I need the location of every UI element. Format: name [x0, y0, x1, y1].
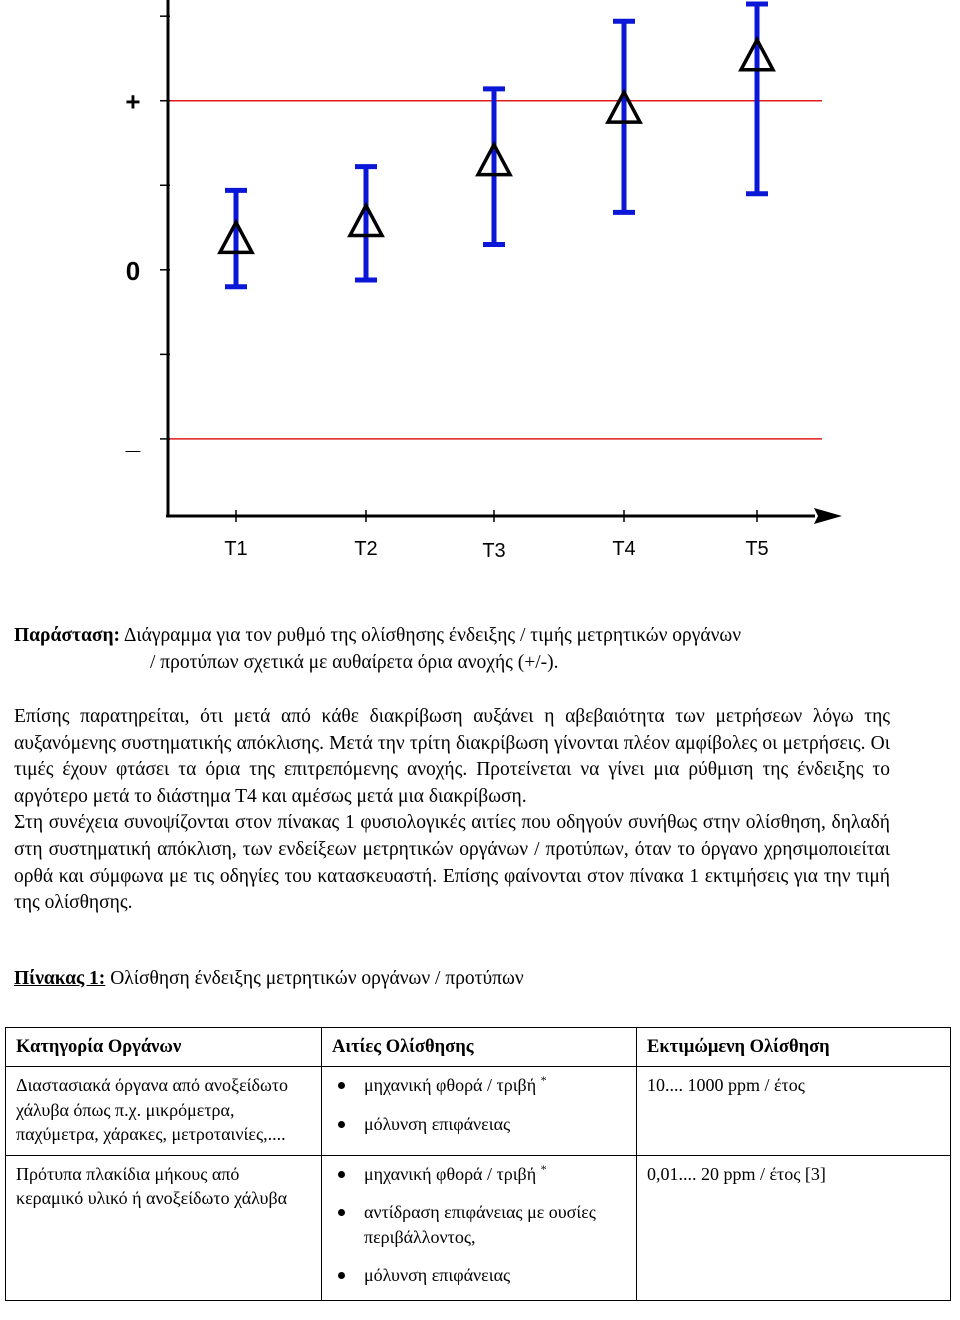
body-text: [14, 704, 890, 917]
header-drift: Εκτιμώμενη Ολίσθηση: [637, 1028, 951, 1067]
table-row: [6, 1067, 951, 1156]
chart-axes: [160, 0, 842, 524]
list-item: [332, 1162, 626, 1187]
cell-drift: 10.... 1000 ppm / έτος: [637, 1067, 951, 1156]
cause-text: αντίδραση επιφάνειας με ουσίες περιβάλλοντος,: [364, 1202, 596, 1247]
caption-label: Παράσταση:: [14, 625, 121, 646]
y-tick-label: 0: [125, 255, 141, 286]
footnote-mark: *: [540, 1073, 547, 1087]
axis-labels: [125, 87, 769, 562]
table-header-row: [6, 1028, 951, 1067]
paragraph-2: Στη συνέχεια συνοψίζονται στον πίνακας 1 φυσιολογικές αιτίες που οδηγούν συνήθως στην ολίσθηση, δηλαδή στη συστηματική απόκλιση, των ενδείξεων μετρητικών οργάνων / προτύπων, όταν το όργανο χρησιμοποιείται ορθά και σύμφωνα με τις οδηγίες του κατασκευαστή. Επίσης φαίνονται στον πίνακα 1 εκτιμήσεις για την τιμή της ολίσθησης.: [14, 812, 890, 914]
cause-text: μόλυνση επιφάνειας: [364, 1113, 511, 1134]
cell-drift: 0,01.... 20 ppm / έτος [3]: [637, 1155, 951, 1300]
causes-list: [332, 1162, 626, 1288]
list-item: [332, 1073, 626, 1098]
x-tick-label: T3: [482, 540, 506, 562]
data-point-T1: [220, 190, 252, 286]
table-title-label: Πίνακας 1:: [14, 968, 106, 989]
footnote-mark: *: [540, 1161, 547, 1176]
cause-text: μόλυνση επιφάνειας: [364, 1265, 511, 1285]
data-point-T3: [478, 89, 510, 245]
x-tick-label: T1: [224, 538, 248, 560]
y-tick-label: +: [125, 86, 141, 117]
causes-list: [332, 1073, 626, 1136]
figure-caption: [14, 622, 944, 676]
x-axis-arrow: [814, 508, 842, 524]
cell-category: Πρότυπα πλακίδια μήκους από κεραμικό υλικό ή ανοξείδωτο χάλυβα: [6, 1155, 322, 1300]
cause-text: μηχανική φθορά / τριβή: [364, 1163, 537, 1184]
error-bars: [220, 4, 773, 287]
header-causes: Αιτίες Ολίσθησης: [322, 1028, 637, 1067]
table-title: [14, 968, 524, 990]
cell-causes: [322, 1155, 637, 1300]
x-tick-label: T2: [354, 538, 378, 560]
list-item: [332, 1112, 626, 1137]
header-category: Κατηγορία Οργάνων: [6, 1028, 322, 1067]
list-item: [332, 1263, 626, 1288]
paragraph-1: Επίσης παρατηρείται, ότι μετά από κάθε διακρίβωση αυξάνει η αβεβαιότητα των μετρήσεων λόγω της αυξανόμενης συστηματικής απόκλισης. Μετά την τρίτη διακρίβωση γίνονται πλέον αμφίβολες οι μετρήσεις. Οι τιμές έχουν φτάσει τα όρια της επιτρεπόμενης ανοχής. Προτείνεται να γίνει μια ρύθμιση της ένδειξης το αργότερο μετά το διάστημα Τ4 και αμέσως μετά μια διακρίβωση.: [14, 706, 890, 807]
caption-line-2: / προτύπων σχετικά με αυθαίρετα όρια ανοχής (+/-).: [150, 652, 559, 673]
list-item: [332, 1200, 626, 1249]
data-point-T2: [350, 167, 382, 280]
data-point-T5: [741, 4, 773, 194]
cell-category: Διαστασιακά όργανα από ανοξείδωτο χάλυβα όπως π.χ. μικρόμετρα, παχύμετρα, χάρακες, μετροταινίες,....: [6, 1067, 322, 1156]
x-tick-label: T4: [612, 538, 636, 560]
y-tick-label: _: [125, 424, 141, 455]
table-row: [6, 1155, 951, 1300]
cell-causes: [322, 1067, 637, 1156]
drift-chart: [0, 0, 960, 600]
table-title-text: Ολίσθηση ένδειξης μετρητικών οργάνων / προτύπων: [105, 968, 524, 989]
data-point-T4: [608, 21, 640, 212]
drift-table: [5, 1027, 951, 1301]
x-tick-label: T5: [745, 538, 769, 560]
cause-text: μηχανική φθορά / τριβή: [364, 1075, 537, 1095]
caption-line-1: Διάγραμμα για τον ρυθμό της ολίσθησης ένδειξης / τιμής μετρητικών οργάνων: [120, 625, 742, 646]
